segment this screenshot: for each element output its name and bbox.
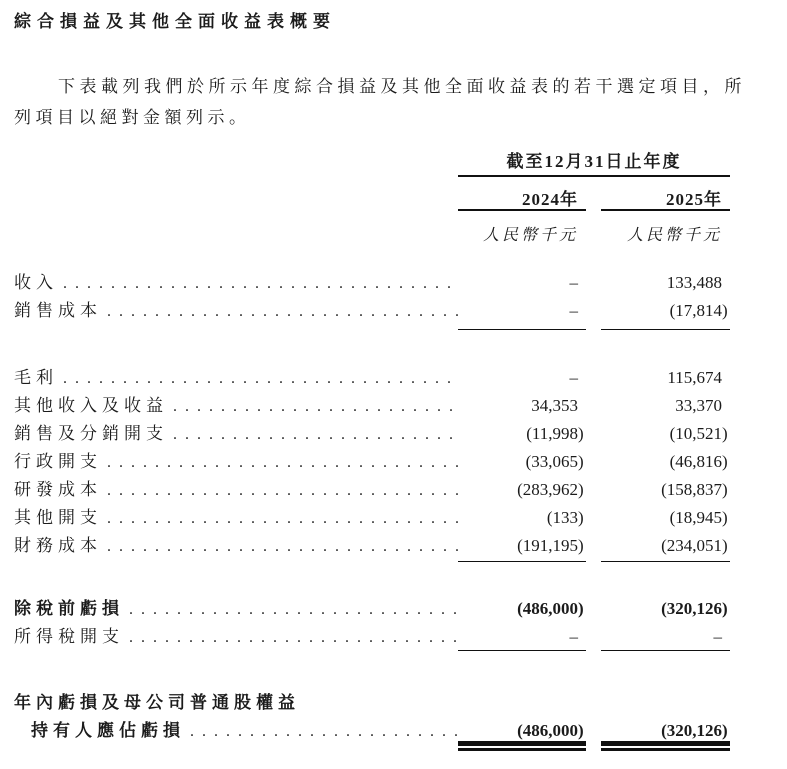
row-label: 收入: [14, 273, 58, 292]
value-2024: (486,000): [517, 599, 584, 618]
table-row: [14, 273, 730, 294]
value-2025: (158,837): [661, 480, 728, 499]
value-2024: –: [458, 301, 586, 322]
dot-leader: [102, 508, 458, 529]
row-label: 其他收入及收益: [14, 396, 168, 415]
table-row: [14, 396, 730, 417]
intro-line: 下表載列我們於所示年度綜合損益及其他全面收益表的若干選定項目，所: [58, 77, 746, 96]
dot-leader: [102, 452, 458, 473]
value-2025: (234,051): [601, 536, 730, 557]
dot-leader: [168, 396, 458, 417]
value-2024: –: [458, 627, 586, 648]
row-label: 所得稅開支: [14, 627, 124, 646]
page-title: 綜合損益及其他全面收益表概要: [14, 12, 336, 31]
table-row: [14, 424, 730, 445]
row-label: 銷售成本: [14, 301, 102, 320]
value-2024: 34,353: [531, 396, 578, 415]
table-row: [14, 536, 730, 557]
value-2024: (33,065): [525, 452, 584, 471]
row-label: 毛利: [14, 368, 58, 387]
column-header-2025: 2025年: [601, 190, 730, 211]
value-2025: 33,370: [675, 396, 722, 415]
row-label: 銷售及分銷開支: [14, 424, 168, 443]
row-label: 除稅前虧損: [14, 599, 124, 618]
dot-leader: [58, 368, 458, 389]
period-header: 截至12月31日止年度: [458, 152, 730, 177]
value-2024: (133): [546, 508, 584, 527]
value-2025: (320,126): [601, 721, 730, 742]
unit-label-2025: 人民幣千元: [626, 227, 722, 244]
dot-leader: [102, 301, 458, 322]
table-row: [14, 599, 730, 620]
value-2024: (11,998): [526, 424, 584, 443]
row-label: 行政開支: [14, 452, 102, 471]
value-2024: [458, 693, 586, 713]
row-label: 研發成本: [14, 480, 102, 499]
value-2025: (18,945): [669, 508, 728, 527]
value-2025: (320,126): [661, 599, 728, 618]
value-2025: [601, 693, 730, 713]
dot-leader: [102, 480, 458, 501]
table-row: [14, 508, 730, 529]
table-row: [14, 721, 730, 742]
intro-line: 列項目以絕對金額列示。: [14, 108, 251, 127]
table-row: [14, 452, 730, 473]
table-row: [14, 368, 730, 389]
dot-leader: [168, 424, 458, 445]
intro-paragraph: [14, 71, 754, 133]
table-row: [14, 627, 730, 648]
value-2025: (17,814): [601, 301, 730, 322]
dot-leader: [124, 599, 458, 620]
dot-leader: [58, 273, 458, 294]
table-row: [14, 693, 730, 713]
value-2024: –: [569, 273, 578, 292]
value-2025: (46,816): [669, 452, 728, 471]
value-2024: –: [569, 368, 578, 387]
row-label: 財務成本: [14, 536, 102, 555]
row-label: 其他開支: [14, 508, 102, 527]
table-row: [14, 301, 730, 322]
value-2025: (10,521): [669, 424, 728, 443]
row-label: 年內虧損及母公司普通股權益: [14, 693, 300, 712]
value-2024: (486,000): [458, 721, 586, 742]
dot-leader: [124, 627, 458, 648]
dot-leader: [185, 721, 458, 742]
table-row: [14, 480, 730, 501]
column-header-2024: 2024年: [458, 190, 586, 211]
value-2024: (191,195): [458, 536, 586, 557]
dot-leader: [102, 536, 458, 557]
unit-label-2024: 人民幣千元: [482, 227, 578, 244]
value-2025: –: [601, 627, 730, 648]
value-2025: 133,488: [666, 273, 722, 292]
value-2024: (283,962): [517, 480, 584, 499]
value-2025: 115,674: [667, 368, 722, 387]
row-label: 持有人應佔虧損: [31, 721, 185, 740]
